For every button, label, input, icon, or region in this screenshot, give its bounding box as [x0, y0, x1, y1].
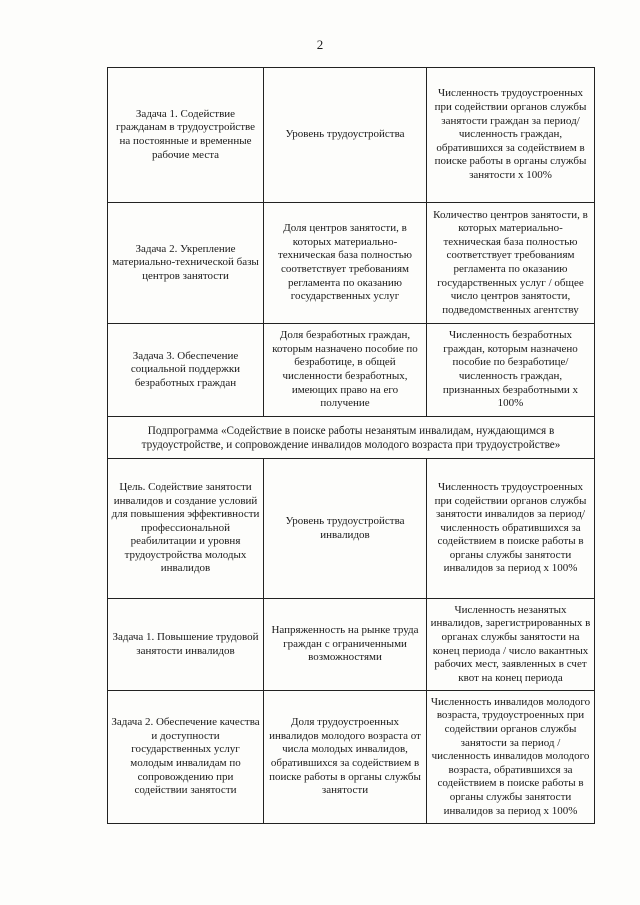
indicator-text: Напряженность на рынке труда граждан с ограниченными возможностями	[271, 624, 419, 664]
table-row	[108, 691, 595, 824]
subprogram-title: Подпрограмма «Содействие в поиске работы незанятым инвалидам, нуждающимся в трудоустройстве, и сопровождение инвалидов молодого возраста при трудоустройстве»	[141, 424, 561, 451]
table-row	[108, 68, 595, 203]
task-cell	[108, 599, 264, 691]
indicator-cell	[264, 68, 427, 203]
formula-cell	[427, 599, 595, 691]
task-text: Задача 2. Обеспечение качества и доступности государственных услуг молодым инвалидам по сопровождению при содействии занятости	[111, 716, 260, 797]
task-text: Задача 2. Укрепление материально-технической базы центров занятости	[112, 242, 259, 282]
formula-text: Численность трудоустроенных при содействии органов службы занятости граждан за период/численность граждан, обратившихся за содействием в поиске работы в органы службы занятости х 100%	[434, 87, 587, 181]
formula-cell	[427, 203, 595, 324]
formula-text: Численность незанятых инвалидов, зарегистрированных в органах службы занятости на конец периода / число вакантных рабочих мест, заявленных в счет квот на конец периода	[430, 603, 591, 684]
table-row	[108, 324, 595, 417]
page-number: 2	[316, 37, 324, 52]
formula-cell	[427, 324, 595, 417]
formula-cell	[427, 459, 595, 599]
formula-text: Численность безработных граждан, которым назначено пособие по безработице/численность граждан, признанных безработными х 100%	[442, 329, 579, 410]
indicator-text: Уровень трудоустройства	[285, 128, 405, 141]
task-cell	[108, 203, 264, 324]
task-text: Цель. Содействие занятости инвалидов и создание условий для повышения эффективности профессиональной реабилитации и уровня трудоустройства молодых инвалидов	[111, 480, 260, 575]
indicator-cell	[264, 324, 427, 417]
formula-cell	[427, 68, 595, 203]
indicator-cell	[264, 691, 427, 824]
formula-text: Численность трудоустроенных при содействии органов службы занятости инвалидов за период/численность обратившихся за содействием в поиске работы в органы службы занятости инвалидов за период х 100%	[434, 480, 587, 575]
task-cell	[108, 459, 264, 599]
indicator-cell	[264, 203, 427, 324]
table-row	[108, 459, 595, 599]
formula-cell	[427, 691, 595, 824]
table-row	[108, 599, 595, 691]
indicator-cell	[264, 459, 427, 599]
indicator-cell	[264, 599, 427, 691]
subprogram-row	[108, 417, 595, 459]
indicators-table	[107, 67, 595, 824]
indicator-text: Уровень трудоустройства инвалидов	[285, 514, 405, 541]
formula-text: Численность инвалидов молодого возраста, трудоустроенных при содействии органов службы занятости за период / численность инвалидов молодого возраста, обратившихся за содействием в поиске работы в органы службы занятости инвалидов за период х 100%	[430, 695, 591, 817]
indicator-text: Доля безработных граждан, которым назначено пособие по безработице, в общей численности безработных, имеющих право на его получение	[272, 329, 418, 410]
task-cell	[108, 68, 264, 203]
indicator-text: Доля трудоустроенных инвалидов молодого возраста от числа молодых инвалидов, обратившихся за содействием в поиске работы в органы службы занятости	[269, 716, 421, 797]
subprogram-cell	[108, 417, 595, 459]
table-row	[108, 203, 595, 324]
task-text: Задача 1. Содействие гражданам в трудоустройстве на постоянные и временные рабочие места	[115, 107, 256, 161]
task-cell	[108, 691, 264, 824]
task-cell	[108, 324, 264, 417]
formula-text: Количество центров занятости, в которых материально-техническая база полностью соответствует требованиям регламента по оказанию государственных услуг / общее число центров занятости, подведомственных агентству	[433, 208, 588, 316]
indicator-text: Доля центров занятости, в которых материально-техническая база полностью соответствует требованиям регламента по оказанию государственных услуг	[277, 222, 413, 303]
task-text: Задача 3. Обеспечение социальной поддержки безработных граждан	[130, 349, 241, 389]
task-text: Задача 1. Повышение трудовой занятости инвалидов	[112, 630, 259, 657]
